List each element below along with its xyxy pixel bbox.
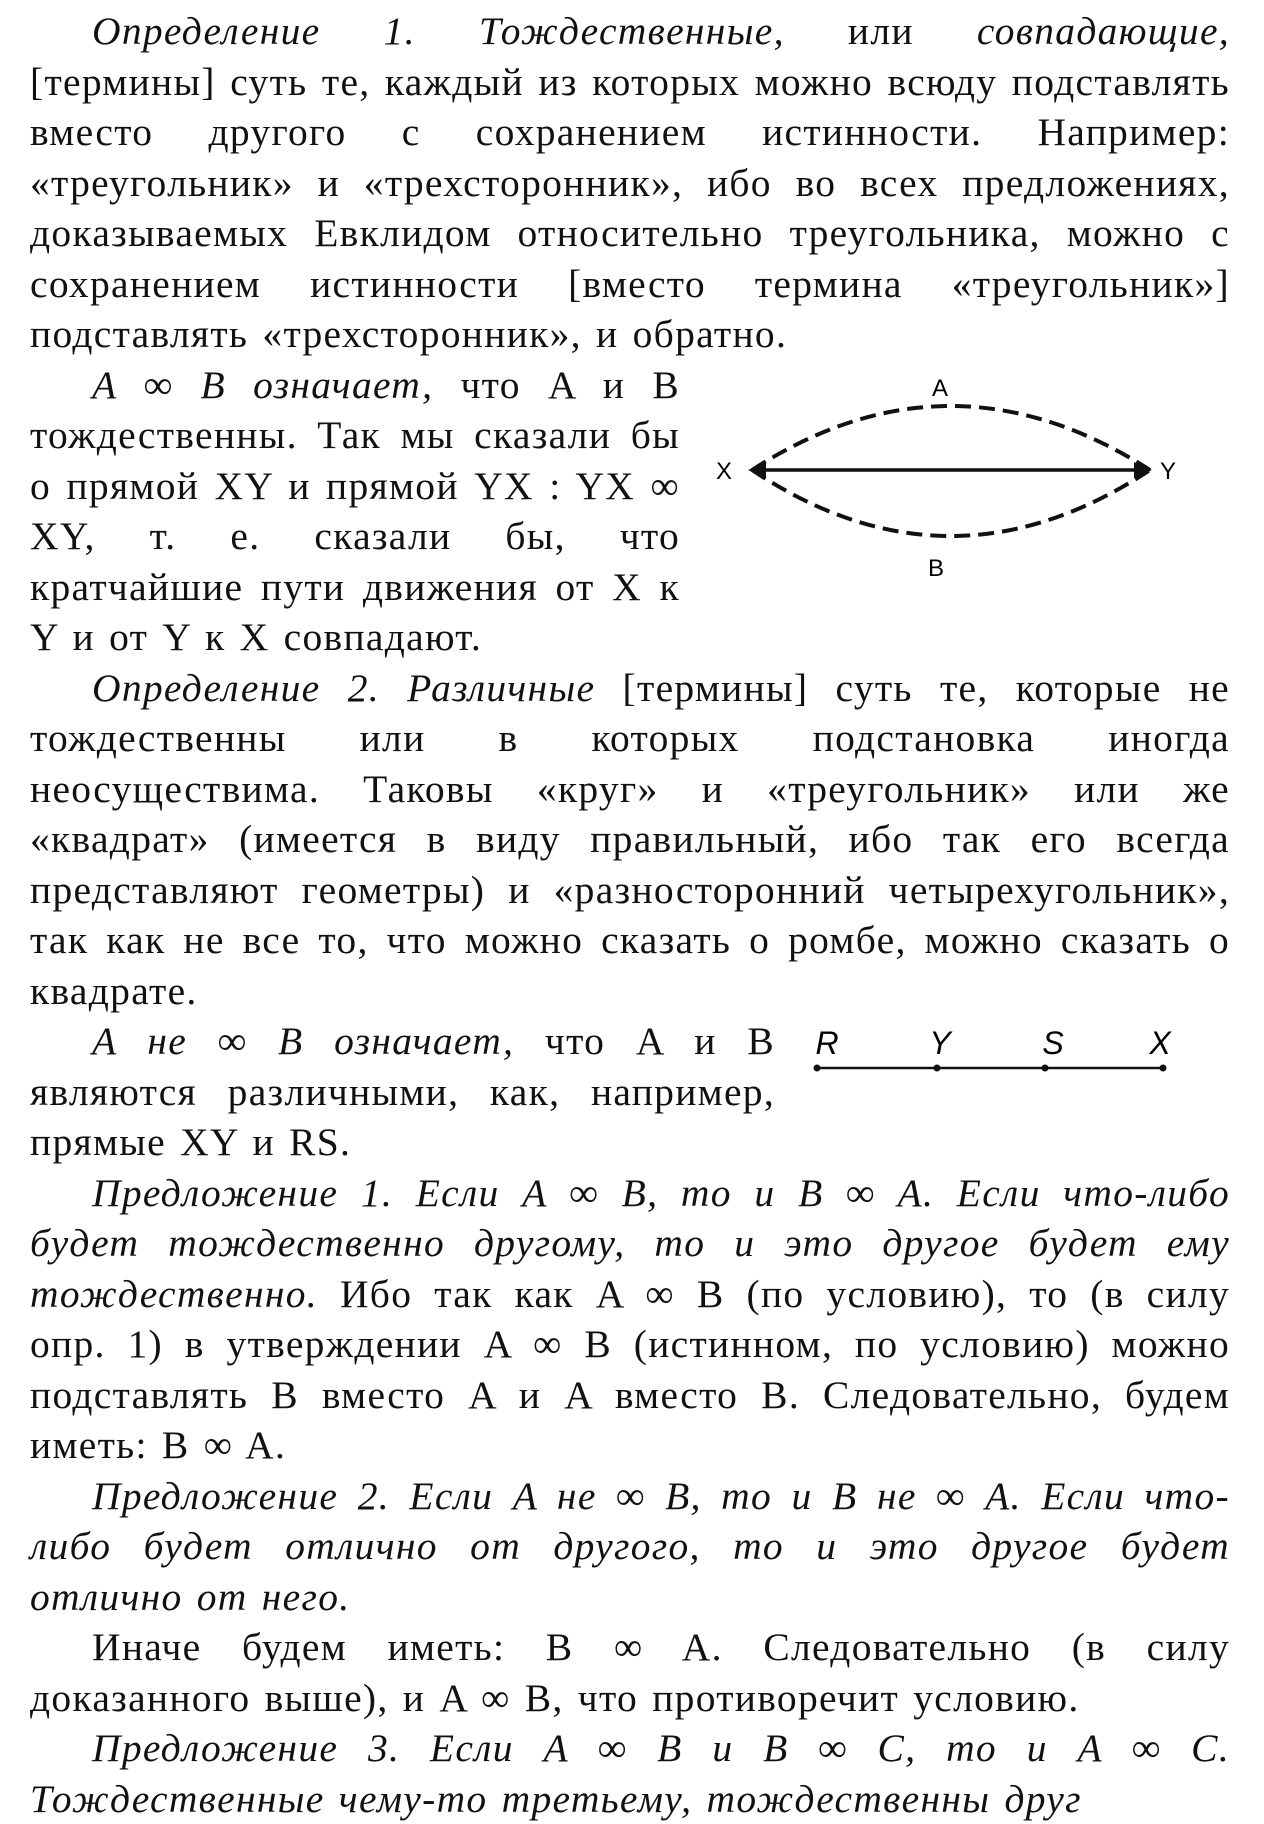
- point-r: [814, 1065, 821, 1072]
- label-b: B: [927, 554, 945, 582]
- definition-1: [30, 6, 1230, 360]
- definition-1-or: или: [847, 9, 914, 53]
- proposition-3: [30, 1723, 1230, 1824]
- curve-b: [752, 470, 1150, 536]
- label-x: X: [715, 457, 733, 485]
- notation-difference-means: означает,: [334, 1019, 515, 1063]
- proposition-1: [30, 1168, 1230, 1471]
- definition-2-term-different: Различные: [407, 665, 596, 710]
- point-x: [1160, 1065, 1167, 1072]
- figure-lens-xy: [710, 362, 1230, 617]
- notation-identity-means: означает,: [253, 362, 434, 407]
- definition-2: [30, 663, 1230, 1017]
- definition-1-term-coinciding: совпадающие,: [976, 9, 1230, 53]
- definition-2-text: [термины] суть те, которые не тождественны или в которых подстановка иногда неосуществима. Таковы «круг» и «треугольник» или же «квадрат» (имеется в виду правильный, ибо так его всегда представляют геометры) и «разносторонний четырехугольник», так как не все то, что можно сказать о ромбе, можно сказать о квадрате.: [30, 665, 1230, 1013]
- proposition-1-proof: Ибо так как A ∞ B (по условию), то (в силу опр. 1) в утверждении A ∞ B (истинном, по условию) можно подставлять B вместо A и A вместо B. Следовательно, будем иметь: B ∞ A.: [30, 1271, 1230, 1467]
- definition-1-text: [термины] суть те, каждый из которых можно всюду подставлять вместо другого с сохранением истинности. Например: «треугольник» и «трехсторонник», ибо во всех предложениях, доказываемых Евклидом относительно треугольника, можно с сохранением истинности [вместо термина «треугольник»] подставлять «трехсторонник», и обратно.: [30, 59, 1230, 356]
- definition-2-label: Определение 2.: [92, 665, 380, 710]
- points-diagram: [805, 1024, 1230, 1114]
- proposition-3-statement: Предложение 3. Если A ∞ B и B ∞ C, то и A ∞ C. Тождественные чему-то третьему, тождественны друг: [30, 1726, 1230, 1821]
- label-s: S: [1042, 1025, 1064, 1061]
- label-x-point: X: [1149, 1025, 1171, 1061]
- label-a: A: [931, 374, 949, 402]
- lens-diagram: [710, 362, 1230, 617]
- notation-identity-formula: A ∞ B: [92, 362, 226, 407]
- definition-1-label: Определение 1.: [92, 9, 416, 53]
- figure-points-line: [805, 1024, 1230, 1114]
- label-r: R: [815, 1025, 839, 1061]
- notation-identity-text: что A и B тождественны. Так мы сказали бы о прямой XY и прямой YX : YX ∞ XY, т. е. сказали бы, что кратчайшие пути движения от X к Y и от Y к X совпадают.: [30, 362, 680, 659]
- point-s: [1042, 1065, 1049, 1072]
- point-y: [934, 1065, 941, 1072]
- definition-1-term-identical: Тождественные,: [478, 9, 785, 53]
- proposition-2-proof: [30, 1622, 1230, 1723]
- proposition-2: [30, 1471, 1230, 1623]
- notation-difference-formula: A не ∞ B: [92, 1019, 304, 1063]
- book-page: [30, 6, 1230, 1824]
- label-y: Y: [1159, 457, 1177, 485]
- proposition-2-proof-text: Иначе будем иметь: B ∞ A. Следовательно (в силу доказанного выше), и A ∞ B, что противоречит условию.: [30, 1625, 1230, 1720]
- curve-a: [752, 406, 1150, 470]
- proposition-1-statement: Предложение 1. Если A ∞ B, то и B ∞ A. Если что-либо будет тождественно другому, то и это другое будет ему тождественно.: [30, 1170, 1230, 1316]
- notation-difference-text: что A и B являются различными, как, например, прямые XY и RS.: [30, 1019, 775, 1164]
- proposition-2-statement: Предложение 2. Если A не ∞ B, то и B не ∞ A. Если что-либо будет отлично от другого, то и это другое будет отлично от него.: [30, 1473, 1230, 1619]
- label-y-point: Y: [929, 1025, 951, 1061]
